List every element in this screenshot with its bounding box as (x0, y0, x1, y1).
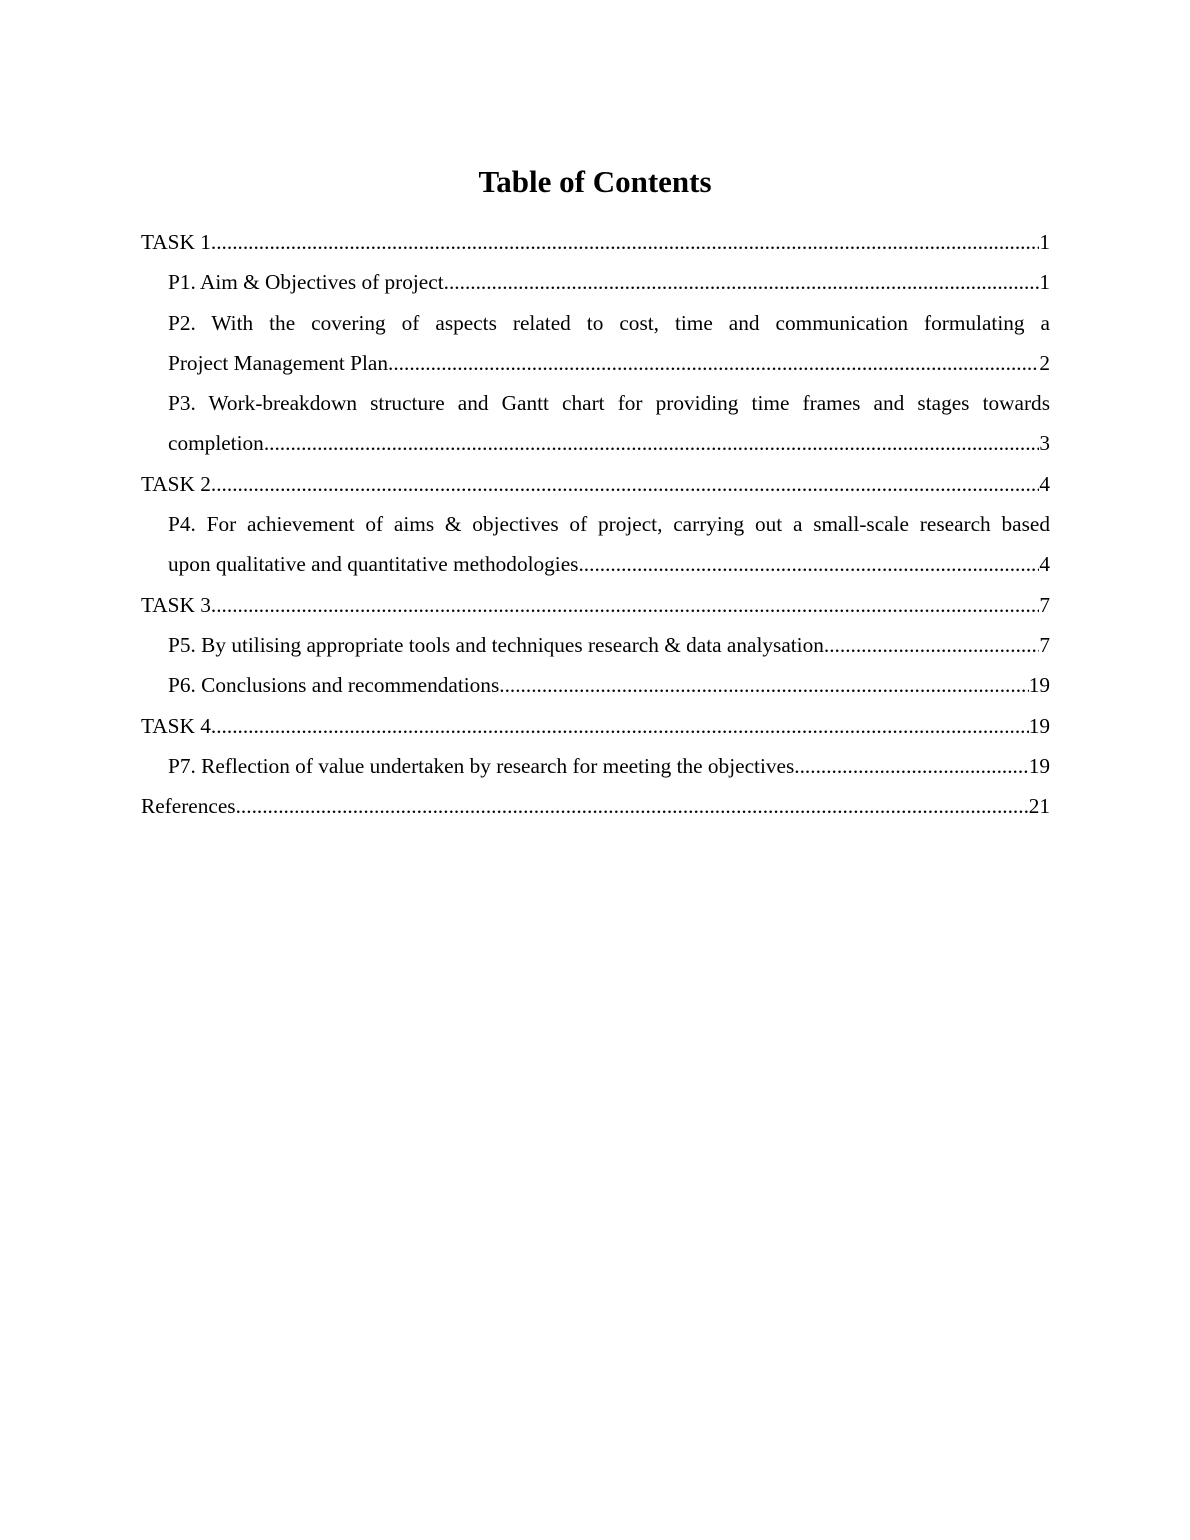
toc-entry-text: P1. Aim & Objectives of project (168, 270, 444, 295)
toc-entry-subsection[interactable] (141, 665, 1050, 705)
dot-leader (444, 262, 1040, 302)
toc-entry-text: P4. For achievement of aims & objectives of project, carrying out a small-scale research based (168, 512, 1050, 537)
toc-entry-section[interactable] (141, 706, 1050, 746)
toc-entry-text: P5. By utilising appropriate tools and techniques research & data analysation (168, 632, 824, 657)
toc-entry-section[interactable] (141, 464, 1050, 504)
dot-leader (499, 665, 1028, 705)
toc-entry-text: completion (168, 431, 264, 456)
toc-page-number: 21 (1028, 794, 1050, 819)
toc-entry-text: P6. Conclusions and recommendations (168, 673, 500, 698)
toc-entry-subsection[interactable] (141, 746, 1050, 786)
toc-entry-text: upon qualitative and quantitative methodologies (168, 552, 579, 577)
toc-entry-subsection[interactable] (141, 625, 1050, 665)
toc-entry-text: TASK 3 (141, 592, 211, 617)
toc-entry-section[interactable] (141, 222, 1050, 262)
toc-entry-text: P3. Work-breakdown structure and Gantt chart for providing time frames and stages towards (168, 391, 1050, 416)
dot-leader (794, 746, 1028, 786)
table-of-contents (141, 222, 1050, 826)
toc-page-number: 3 (1039, 431, 1050, 456)
toc-page-number: 4 (1039, 471, 1050, 496)
toc-entry-text: Project Management Plan (168, 350, 389, 375)
dot-leader (211, 464, 1039, 504)
toc-entry-text: P2. With the covering of aspects related to cost, time and communication formulating a (168, 310, 1050, 335)
toc-entry-subsection[interactable] (141, 504, 1050, 585)
toc-page-number: 7 (1039, 592, 1050, 617)
toc-entry-text: TASK 1 (141, 230, 211, 254)
dot-leader (824, 625, 1039, 665)
toc-page-number: 19 (1028, 713, 1050, 738)
toc-entry-subsection[interactable] (141, 262, 1050, 302)
toc-entry-text: TASK 4 (141, 713, 211, 738)
toc-page-number: 1 (1039, 270, 1050, 295)
page-title: Table of Contents (478, 164, 712, 199)
toc-entry-text: References (141, 794, 236, 819)
toc-page-number: 19 (1028, 673, 1050, 698)
toc-page-number: 4 (1039, 552, 1050, 577)
dot-leader (264, 423, 1040, 463)
toc-page-number: 7 (1039, 632, 1050, 657)
dot-leader (388, 343, 1039, 383)
dot-leader (578, 544, 1039, 584)
toc-page-number: 2 (1039, 350, 1050, 375)
dot-leader (211, 585, 1039, 625)
toc-entry-subsection[interactable] (141, 303, 1050, 384)
toc-entry-text: TASK 2 (141, 471, 211, 496)
dot-leader (236, 786, 1029, 826)
dot-leader (211, 706, 1029, 746)
toc-entry-subsection[interactable] (141, 383, 1050, 464)
toc-page-number: 19 (1028, 753, 1050, 778)
dot-leader (211, 222, 1039, 262)
toc-entry-section[interactable] (141, 786, 1050, 826)
toc-entry-section[interactable] (141, 585, 1050, 625)
toc-entry-text: P7. Reflection of value undertaken by research for meeting the objectives (168, 753, 795, 778)
toc-page-number: 1 (1039, 230, 1050, 254)
